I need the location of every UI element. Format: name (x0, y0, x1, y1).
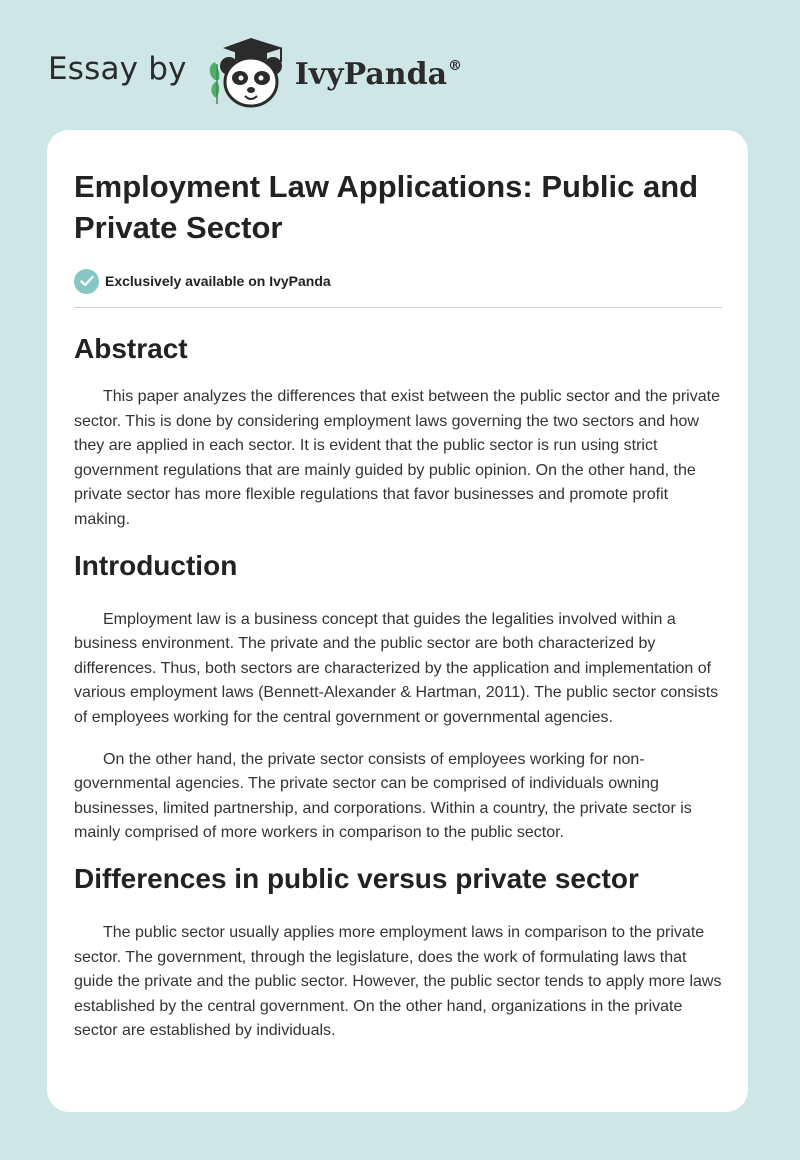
registered-mark: ® (448, 57, 463, 74)
exclusive-badge (74, 268, 722, 294)
exclusive-label: Exclusively available on IvyPanda (105, 273, 331, 289)
section-heading-introduction: Introduction (74, 549, 238, 581)
section-heading-abstract: Abstract (74, 333, 188, 364)
paragraph: On the other hand, the private sector consists of employees working for non-governmental agencies. The private sector can be comprised of individuals owning businesses, limited partnership, and corporations. Within a country, the private sector is mainly comprised of more workers in comparison to the public sector. (74, 750, 692, 842)
site-header (48, 34, 462, 110)
page-title: Employment Law Applications: Public and Private Sector (74, 169, 699, 245)
panda-logo-icon[interactable] (203, 34, 291, 110)
leaf-icon (209, 62, 219, 104)
paragraph: Employment law is a business concept that guides the legalities involved within a business environment. The private and the public sector are both characterized by differences. Thus, both sectors are characterized by the application and implementation of various employment laws (Bennett-Alexander & Hartman, 2011). The public sector consists of employees working for the central government or governmental agencies. (74, 610, 719, 726)
essay-by-label: Essay by (48, 51, 187, 87)
essay-card (47, 130, 748, 1112)
paragraph: This paper analyzes the differences that exist between the public sector and the private sector. This is done by considering employment laws governing the two sectors and how they are applied in each sector. It is evident that the public sector is run using strict government regulations that are mainly guided by public opinion. On the other hand, the private sector has more flexible regulations that favor businesses and promote profit making. (74, 388, 720, 528)
section-heading-differences: Differences in public versus private sector (74, 862, 639, 894)
divider (74, 307, 722, 308)
paragraph: The public sector usually applies more employment laws in comparison to the private sector. The government, through the legislature, does the work of formulating laws that guide the private and the public sector. However, the public sector tends to apply more laws established by the central government. On the other hand, organizations in the private sector are established by individuals. (74, 923, 722, 1040)
brand-name[interactable]: IvyPanda® (294, 56, 463, 92)
check-icon (74, 269, 99, 294)
